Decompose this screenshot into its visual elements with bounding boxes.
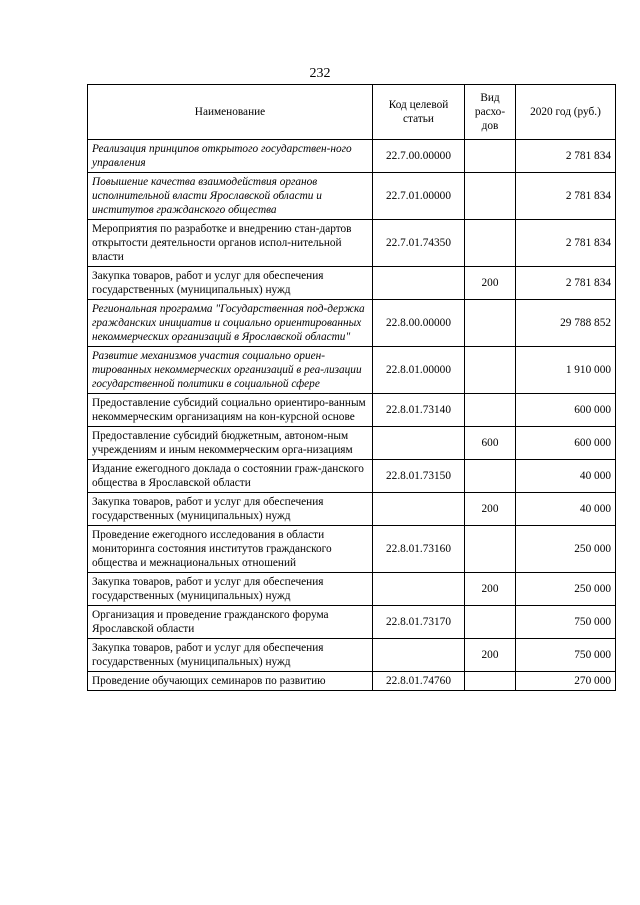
row-sum: 2 781 834 bbox=[516, 267, 616, 300]
row-kind bbox=[465, 173, 516, 220]
row-code: 22.7.01.74350 bbox=[373, 220, 465, 267]
row-name: Организация и проведение гражданского форума Ярославской области bbox=[88, 606, 373, 639]
row-sum: 1 910 000 bbox=[516, 347, 616, 394]
row-code: 22.7.01.00000 bbox=[373, 173, 465, 220]
header-code: Код целевой статьи bbox=[373, 85, 465, 140]
row-kind: 200 bbox=[465, 267, 516, 300]
row-kind: 600 bbox=[465, 427, 516, 460]
table-row bbox=[88, 140, 616, 173]
row-name: Закупка товаров, работ и услуг для обеспечения государственных (муниципальных) нужд bbox=[88, 573, 373, 606]
row-name: Предоставление субсидий бюджетным, автоном-ным учреждениям и иным некоммерческим орга-низациям bbox=[88, 427, 373, 460]
row-name: Предоставление субсидий социально ориентиро-ванным некоммерческим организациям на кон-курсной основе bbox=[88, 394, 373, 427]
row-sum: 2 781 834 bbox=[516, 140, 616, 173]
table-row bbox=[88, 300, 616, 347]
row-kind: 200 bbox=[465, 639, 516, 672]
row-kind bbox=[465, 460, 516, 493]
row-code: 22.8.01.73140 bbox=[373, 394, 465, 427]
row-kind: 200 bbox=[465, 493, 516, 526]
row-sum: 750 000 bbox=[516, 639, 616, 672]
table-row bbox=[88, 220, 616, 267]
table-header-row bbox=[88, 85, 616, 140]
row-sum: 600 000 bbox=[516, 394, 616, 427]
row-name: Закупка товаров, работ и услуг для обеспечения государственных (муниципальных) нужд bbox=[88, 267, 373, 300]
row-sum: 250 000 bbox=[516, 573, 616, 606]
row-name: Развитие механизмов участия социально ориен-тированных некоммерческих организаций в реа-лизации государственной политики в социальной сфере bbox=[88, 347, 373, 394]
row-name: Проведение обучающих семинаров по развитию bbox=[88, 672, 373, 691]
row-kind bbox=[465, 672, 516, 691]
row-sum: 750 000 bbox=[516, 606, 616, 639]
row-code bbox=[373, 639, 465, 672]
row-name: Мероприятия по разработке и внедрению стан-дартов открытости деятельности органов испол-нительной власти bbox=[88, 220, 373, 267]
table-row bbox=[88, 460, 616, 493]
row-sum: 2 781 834 bbox=[516, 173, 616, 220]
table-row bbox=[88, 347, 616, 394]
row-code: 22.8.01.00000 bbox=[373, 347, 465, 394]
row-code: 22.8.01.74760 bbox=[373, 672, 465, 691]
row-sum: 270 000 bbox=[516, 672, 616, 691]
table-row bbox=[88, 394, 616, 427]
row-code: 22.8.01.73170 bbox=[373, 606, 465, 639]
row-sum: 40 000 bbox=[516, 460, 616, 493]
row-kind bbox=[465, 526, 516, 573]
page-number: 232 bbox=[309, 66, 331, 81]
table-row bbox=[88, 639, 616, 672]
row-name: Закупка товаров, работ и услуг для обеспечения государственных (муниципальных) нужд bbox=[88, 493, 373, 526]
table-row bbox=[88, 573, 616, 606]
row-code: 22.8.01.73160 bbox=[373, 526, 465, 573]
row-kind bbox=[465, 140, 516, 173]
row-sum: 2 781 834 bbox=[516, 220, 616, 267]
row-name: Проведение ежегодного исследования в области мониторинга состояния институтов гражданского общества и межнациональных отношений bbox=[88, 526, 373, 573]
table-row bbox=[88, 493, 616, 526]
row-kind bbox=[465, 394, 516, 427]
table-row bbox=[88, 267, 616, 300]
row-kind bbox=[465, 606, 516, 639]
row-sum: 250 000 bbox=[516, 526, 616, 573]
row-kind: 200 bbox=[465, 573, 516, 606]
row-sum: 600 000 bbox=[516, 427, 616, 460]
budget-table bbox=[87, 84, 616, 691]
row-name: Издание ежегодного доклада о состоянии граж-данского общества в Ярославской области bbox=[88, 460, 373, 493]
header-sum: 2020 год (руб.) bbox=[516, 85, 616, 140]
table-row bbox=[88, 606, 616, 639]
row-code bbox=[373, 493, 465, 526]
row-code bbox=[373, 267, 465, 300]
row-code bbox=[373, 427, 465, 460]
row-name: Повышение качества взаимодействия органов исполнительной власти Ярославской области и институтов гражданского общества bbox=[88, 173, 373, 220]
table-row bbox=[88, 672, 616, 691]
table-row bbox=[88, 427, 616, 460]
row-name: Закупка товаров, работ и услуг для обеспечения государственных (муниципальных) нужд bbox=[88, 639, 373, 672]
row-sum: 29 788 852 bbox=[516, 300, 616, 347]
header-name: Наименование bbox=[88, 85, 373, 140]
row-name: Региональная программа "Государственная под-держка гражданских инициатив и социально ориентированных некоммерческих организаций в Ярославской области" bbox=[88, 300, 373, 347]
header-kind: Вид расхо-дов bbox=[465, 85, 516, 140]
table-row bbox=[88, 526, 616, 573]
row-code: 22.8.01.73150 bbox=[373, 460, 465, 493]
row-kind bbox=[465, 220, 516, 267]
row-code: 22.8.00.00000 bbox=[373, 300, 465, 347]
row-name: Реализация принципов открытого государствен-ного управления bbox=[88, 140, 373, 173]
row-code: 22.7.00.00000 bbox=[373, 140, 465, 173]
row-kind bbox=[465, 347, 516, 394]
row-code bbox=[373, 573, 465, 606]
row-sum: 40 000 bbox=[516, 493, 616, 526]
row-kind bbox=[465, 300, 516, 347]
table-row bbox=[88, 173, 616, 220]
